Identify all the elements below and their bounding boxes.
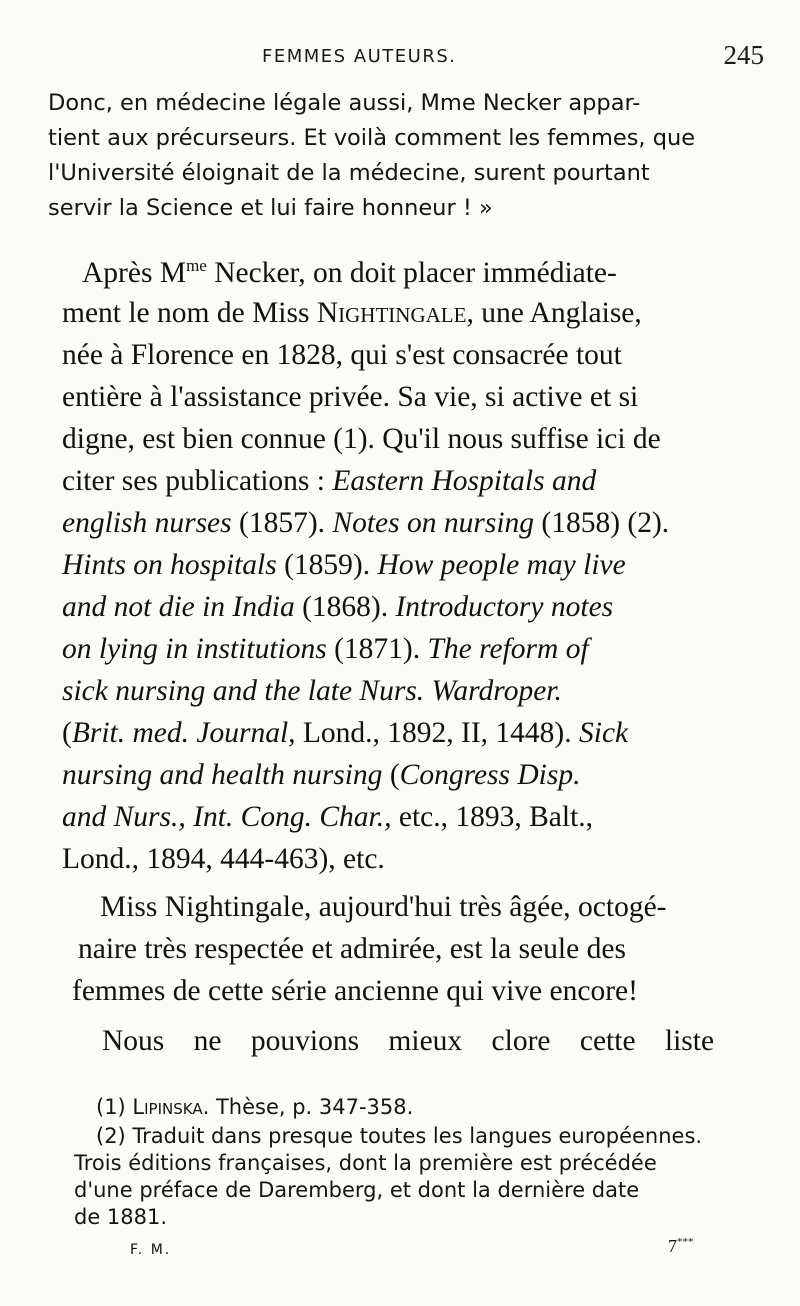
text-line: citer ses publications : Eastern Hospitals and [62, 465, 597, 497]
footnote-2-line: Trois éditions françaises, dont la première est précédée [74, 1151, 657, 1175]
text-line: Après $M^{me}$ Necker, on doit placer immédiate- [82, 256, 617, 289]
text-line: and not die in India (1868). Introductory notes [62, 591, 614, 623]
footnote-2-line: de 1881. [74, 1205, 168, 1229]
text-line: Nous ne pouvions mieux clore cette liste [102, 1025, 715, 1057]
text-line: ment le nom de Miss Nightingale, une Anglaise, [62, 297, 642, 329]
text-line: sick nursing and the late Nurs. Wardroper. [62, 675, 562, 707]
text-line: femmes de cette série ancienne qui vive encore! [72, 975, 638, 1007]
signature-mark-left: F. M. [130, 1242, 172, 1258]
text-line: and Nurs., Int. Cong. Char., etc., 1893, Balt., [62, 801, 594, 833]
text-line: Miss Nightingale, aujourd'hui très âgée, octogé- [100, 891, 667, 923]
text-line: digne, est bien connue (1). Qu'il nous suffise ici de [62, 423, 661, 455]
text-line: on lying in institutions (1871). The reform of [62, 633, 589, 665]
text-line: nursing and health nursing (Congress Disp. [62, 759, 581, 791]
footnote-1: (1) Lipinska. Thèse, p. 347-358. [96, 1095, 414, 1119]
text-line: Donc, en médecine légale aussi, Mme Necker appar- [48, 90, 641, 116]
text-line: entière à l'assistance privée. Sa vie, si active et si [62, 381, 639, 413]
text-line: (Brit. med. Journal, Lond., 1892, II, 1448). Sick [62, 717, 629, 749]
signature-mark-right: 7*** [668, 1236, 694, 1256]
footnote-2-line: d'une préface de Daremberg, et dont la dernière date [74, 1178, 640, 1202]
text-line: naire très respectée et admirée, est la seule des [78, 933, 626, 965]
text-line: l'Université éloignait de la médecine, surent pourtant [48, 160, 650, 186]
running-title: FEMMES AUTEURS. [262, 46, 457, 67]
footnote-2-line: (2) Traduit dans presque toutes les langues européennes. [96, 1124, 703, 1148]
text-line: servir la Science et lui faire honneur ! » [48, 195, 493, 221]
text-line: Lond., 1894, 444-463), etc. [62, 843, 385, 875]
text-line: Hints on hospitals (1859). How people may live [62, 549, 626, 581]
text-line: née à Florence en 1828, qui s'est consacrée tout [62, 339, 622, 371]
text-line: tient aux précurseurs. Et voilà comment les femmes, que [48, 125, 696, 151]
page-number: 245 [723, 40, 764, 70]
text-line: english nurses (1857). Notes on nursing (1858) (2). [62, 507, 670, 539]
name-small-caps: Nightingale [316, 297, 467, 329]
